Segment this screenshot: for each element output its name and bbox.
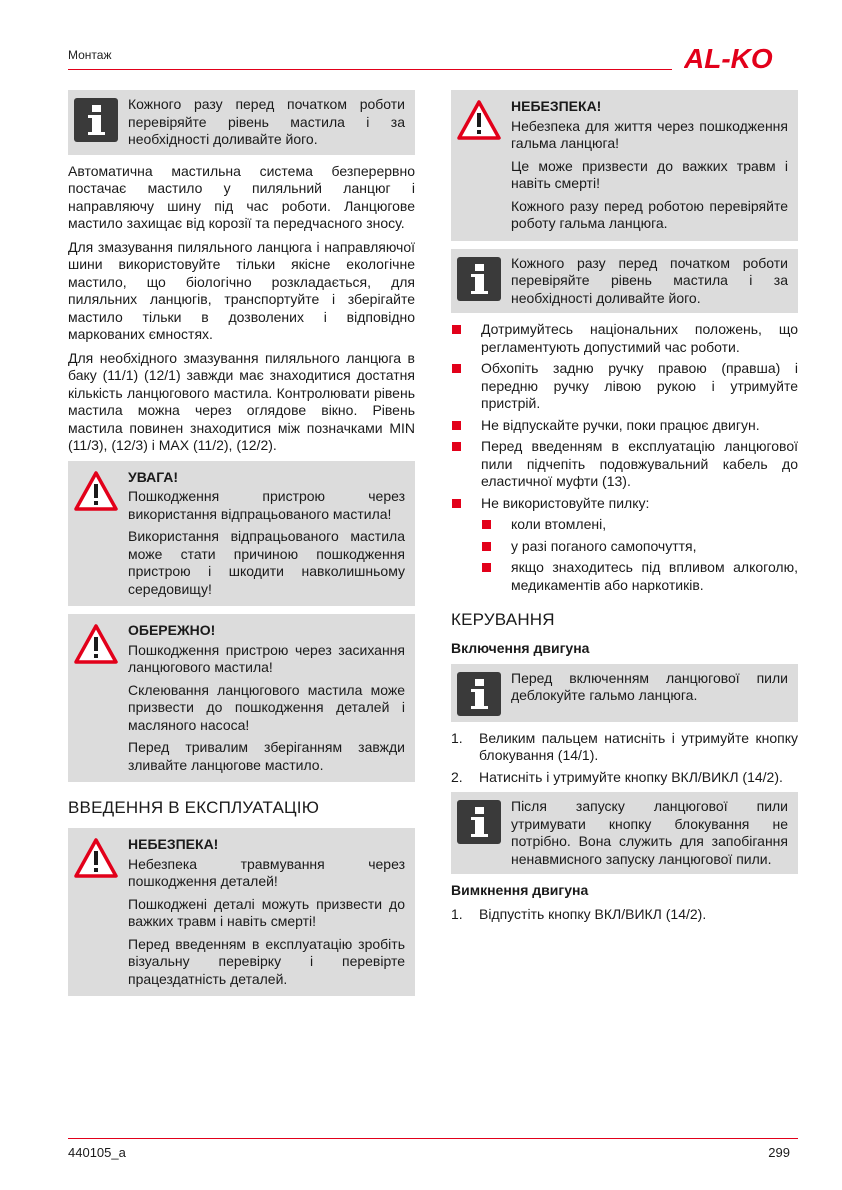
step-text: Натисніть і утримуйте кнопку ВКЛ/ВИКЛ (14/2).	[479, 768, 783, 785]
sub-list-item: коли втомлені,	[481, 516, 798, 534]
document-code: 440105_a	[68, 1145, 126, 1160]
list-item: Дотримуйтесь національних положень, що регламентують допустимий час роботи.	[451, 321, 798, 356]
warning-title: ОБЕРЕЖНО!	[128, 622, 216, 638]
warning-triangle-icon	[74, 838, 118, 878]
info-note-text: Перед включенням ланцюгової пили деблокуйте гальмо ланцюга.	[511, 669, 788, 703]
danger-box	[451, 90, 798, 241]
step-number: 1.	[451, 729, 463, 746]
page-header-title: Монтаж	[68, 48, 112, 62]
warning-text: Склеювання ланцюгового мастила може призвести до пошкодження деталей і масляного насоса!	[128, 681, 405, 733]
warning-text: Пошкоджені деталі можуть призвести до важких травм і навіть смерті!	[128, 895, 405, 929]
caution-box	[68, 461, 415, 607]
info-note	[68, 90, 415, 155]
page-number: 299	[768, 1145, 790, 1160]
step-item	[451, 769, 798, 787]
info-note-text: Після запуску ланцюгової пили утримувати кнопку блокування не потрібно. Вона служить для запобігання ненавмисного запуску ланцюгової пили.	[511, 798, 788, 867]
sub-list-item: у разі поганого самопочуття,	[481, 538, 798, 556]
info-note-text: Кожного разу перед початком роботи перевіряйте рівень мастила і за необхідності доливайте його.	[128, 96, 405, 147]
caution-box	[68, 614, 415, 782]
info-icon	[457, 257, 501, 301]
danger-box	[68, 828, 415, 996]
list-item-text: Не використовуйте пилку:	[481, 494, 650, 511]
section-title: ВВЕДЕННЯ В ЕКСПЛУАТАЦІЮ	[68, 798, 320, 817]
left-column	[68, 90, 415, 1004]
steps-list	[451, 730, 798, 787]
paragraph: Автоматична мастильна система безперервно постачає мастило у пиляльний ланцюг і направляючу шину під час роботи. Ланцюгове мастило захищає від корозії та передчасного зносу.	[68, 162, 415, 231]
footer-divider	[68, 1138, 798, 1139]
warning-text: Пошкодження пристрою через засихання ланцюгового мастила!	[128, 641, 405, 675]
info-note	[451, 664, 798, 722]
warning-text: Небезпека травмування через пошкодження деталей!	[128, 855, 405, 889]
info-note	[451, 792, 798, 874]
warning-text: Перед тривалим зберіганням завжди зливайте ланцюгове мастило.	[128, 739, 405, 773]
step-number: 2.	[451, 768, 463, 785]
paragraph: Для змазування пиляльного ланцюга і направляючої шини використовуйте тільки якісне екологічне мастило, що біологічно розкладається, для пиляльних ланцюгів, транспортуйте і зберігайте мастило тільки в дозволених і відповідно маркованих ємностях.	[68, 238, 415, 342]
warning-title: НЕБЕЗПЕКА!	[128, 836, 219, 852]
info-icon	[74, 98, 118, 142]
steps-list	[451, 906, 798, 924]
list-item: Обхопіть задню ручку правою (правша) і передню ручку лівою рукою і утримуйте пристрій.	[451, 360, 798, 413]
subsection-title: Вимкнення двигуна	[451, 882, 589, 898]
list-item: Перед введенням в експлуатацію ланцюгової пили підчепіть подовжувальний кабель до еластичної муфти (13).	[451, 438, 798, 491]
warning-text: Небезпека для життя через пошкодження гальма ланцюга!	[511, 117, 788, 151]
right-column	[451, 90, 798, 927]
sub-list	[481, 516, 798, 594]
svg-text:AL-KO: AL-KO	[684, 44, 773, 72]
warning-text: Перед введенням в експлуатацію зробіть візуальну перевірку і перевірте працездатність деталей.	[128, 935, 405, 987]
warning-text: Пошкодження пристрою через використання відпрацьованого мастила!	[128, 488, 405, 522]
paragraph: Для необхідного змазування пиляльного ланцюга в баку (11/1) (12/1) завжди має знаходитися достатня кількість ланцюгового мастила. Контролювати рівень мастила можна через оглядове вікно. Рівень мастила повинен знаходитися між позначками MIN (11/3), (12/3) і MAX (11/2), (12/2).	[68, 349, 415, 453]
section-title: КЕРУВАННЯ	[451, 610, 555, 629]
sub-list-item: якщо знаходитесь під впливом алкоголю, медикаментів або наркотиків.	[481, 559, 798, 594]
warning-triangle-icon	[457, 100, 501, 140]
warning-text: Це може призвести до важких травм і навіть смерті!	[511, 157, 788, 191]
step-text: Відпустіть кнопку ВКЛ/ВИКЛ (14/2).	[479, 905, 707, 922]
step-text: Великим пальцем натисніть і утримуйте кнопку блокування (14/1).	[479, 729, 798, 763]
warning-title: НЕБЕЗПЕКА!	[511, 98, 602, 114]
step-number: 1.	[451, 905, 463, 922]
list-item	[451, 495, 798, 595]
alko-logo	[684, 44, 798, 72]
subsection-title: Включення двигуна	[451, 640, 590, 656]
list-item: Не відпускайте ручки, поки працює двигун.	[451, 417, 798, 435]
header-divider	[68, 69, 672, 70]
warning-title: УВАГА!	[128, 468, 179, 485]
info-icon	[457, 672, 501, 716]
safety-list	[451, 321, 798, 594]
step-item	[451, 730, 798, 765]
warning-triangle-icon	[74, 471, 118, 511]
step-item	[451, 906, 798, 924]
info-icon	[457, 800, 501, 844]
warning-text: Використання відпрацьованого мастила може стати причиною пошкодження пристрою і шкодити навколишньому середовищу!	[128, 528, 405, 597]
info-note-text: Кожного разу перед початком роботи перевіряйте рівень мастила і за необхідності доливайте його.	[511, 254, 788, 306]
warning-text: Кожного разу перед роботою перевіряйте роботу гальма ланцюга.	[511, 197, 788, 231]
warning-triangle-icon	[74, 624, 118, 664]
info-note	[451, 249, 798, 314]
